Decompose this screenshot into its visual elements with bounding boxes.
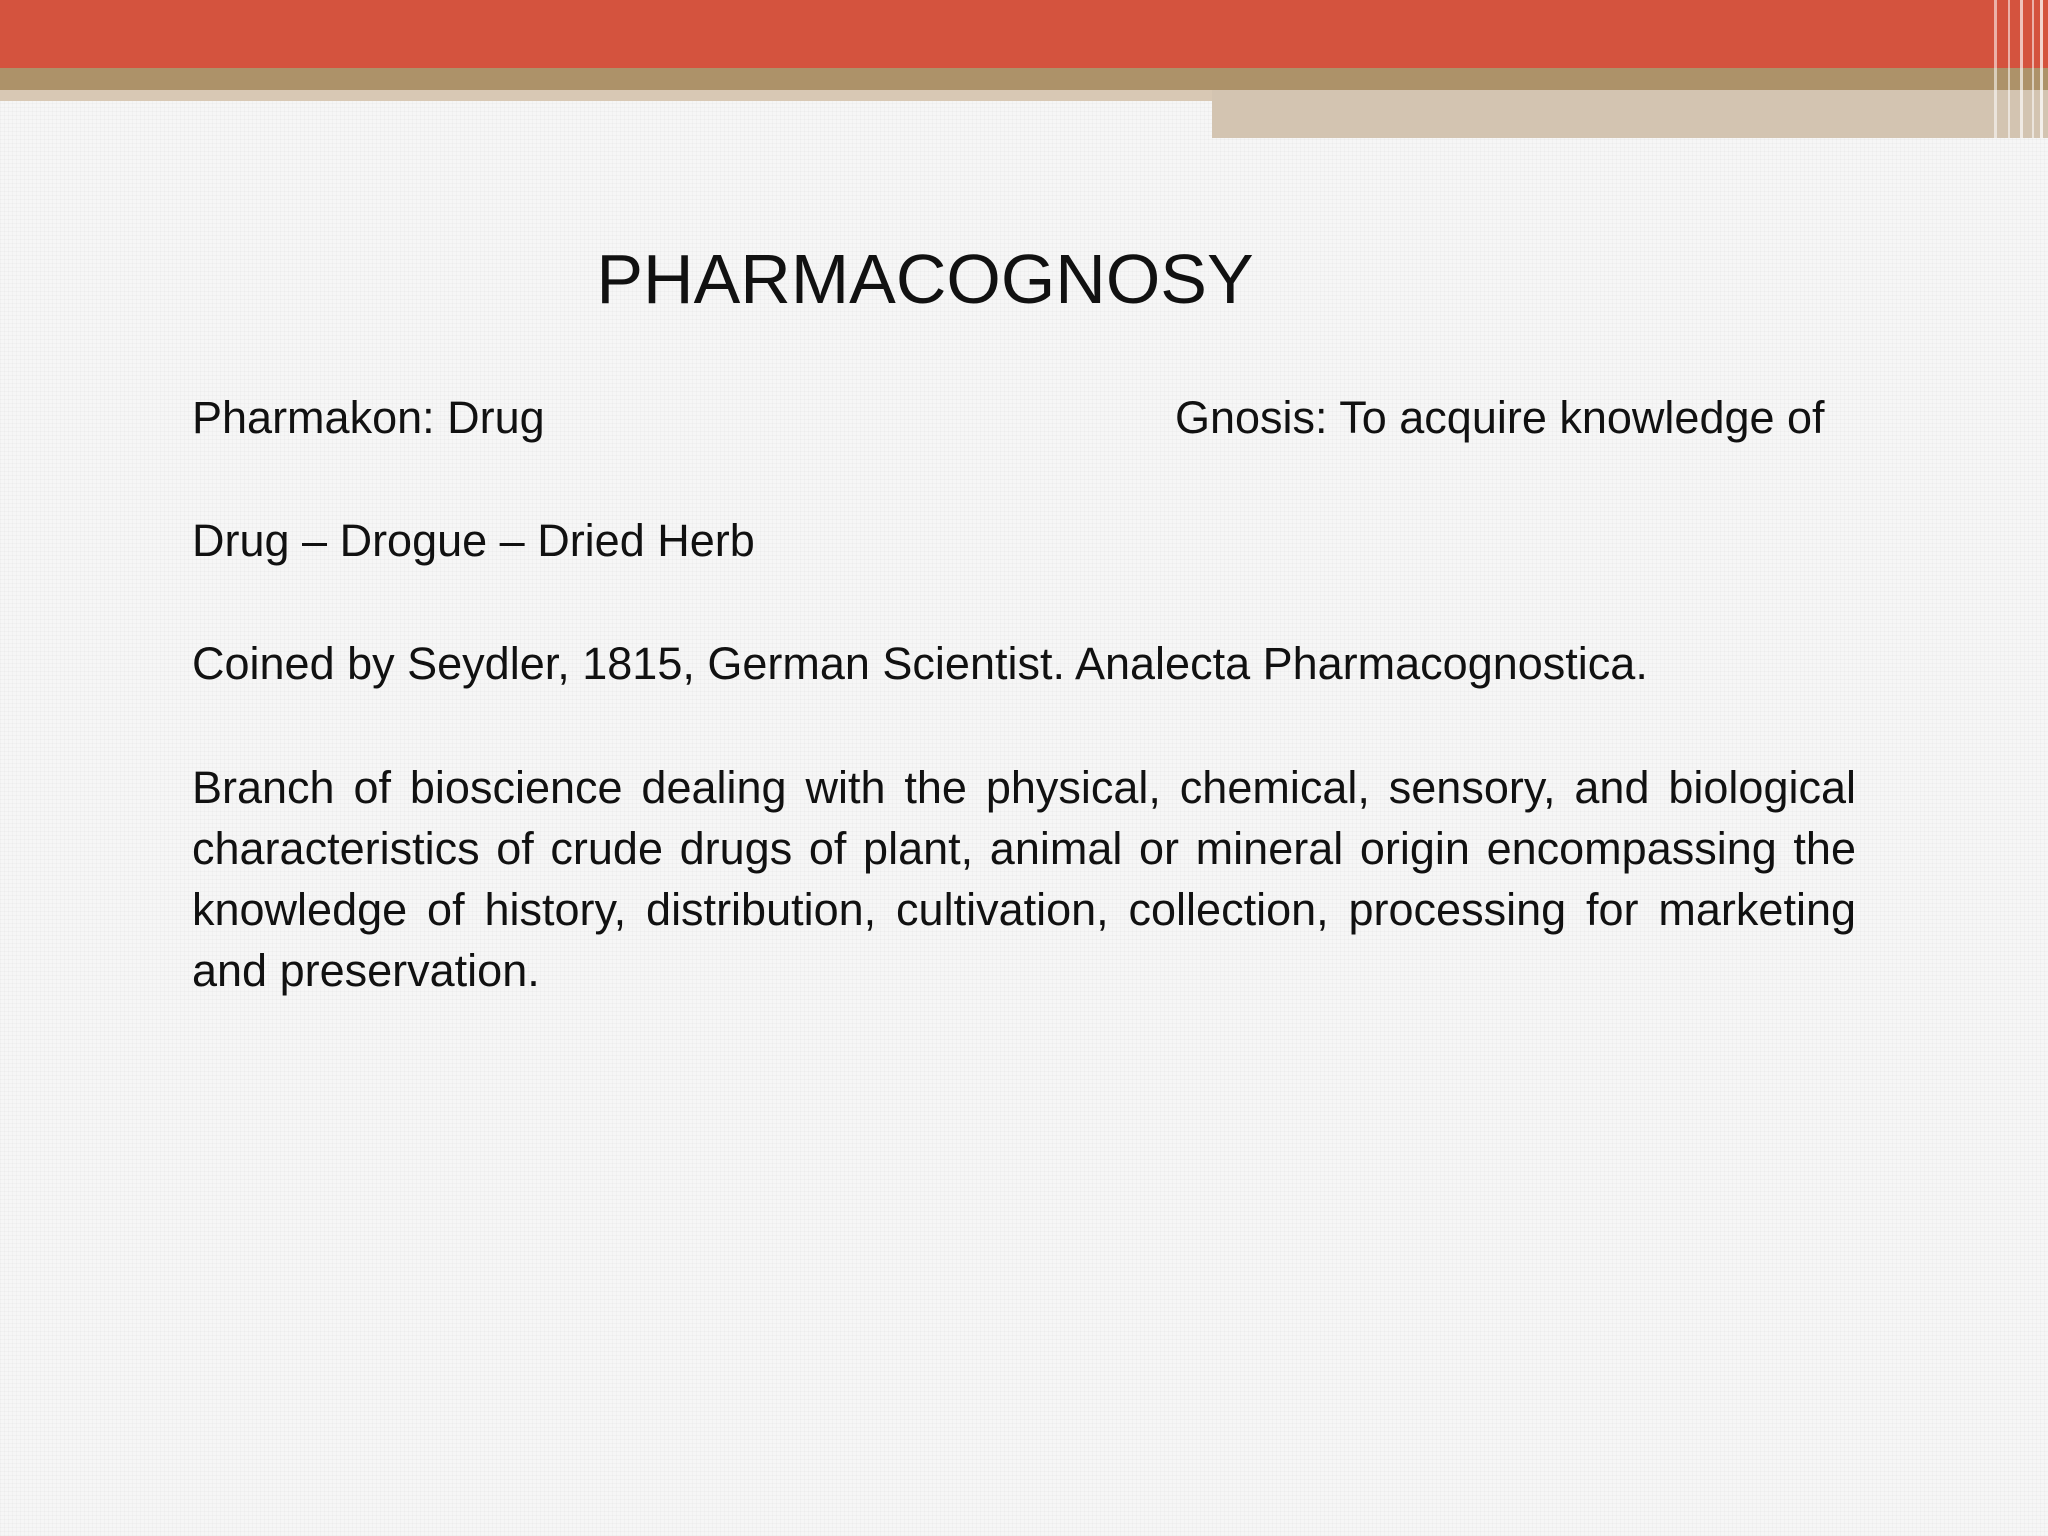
slide-title: PHARMACOGNOSY xyxy=(596,240,1254,318)
pharmacognosy-definition-paragraph: Branch of bioscience dealing with the physical, chemical, sensory, and biological characteristics of crude drugs of plant, animal or mineral origin encompassing the knowledge of history, distribution, cultivation, collection, processing for marketing and preservation. xyxy=(192,762,1856,996)
coined-by-line: Coined by Seydler, 1815, German Scientist. Analecta Pharmacognostica. xyxy=(192,638,1648,689)
pharmakon-definition: Pharmakon: Drug xyxy=(192,392,545,443)
header-red-band xyxy=(0,0,2048,68)
header-beige-band-right xyxy=(1212,90,2048,138)
header-beige-band-left xyxy=(0,90,1212,101)
header-edge-stripes xyxy=(1990,0,2048,138)
header-tan-band xyxy=(0,68,2048,90)
drug-etymology: Drug – Drogue – Dried Herb xyxy=(192,515,755,566)
gnosis-definition: Gnosis: To acquire knowledge of xyxy=(1175,392,1825,443)
